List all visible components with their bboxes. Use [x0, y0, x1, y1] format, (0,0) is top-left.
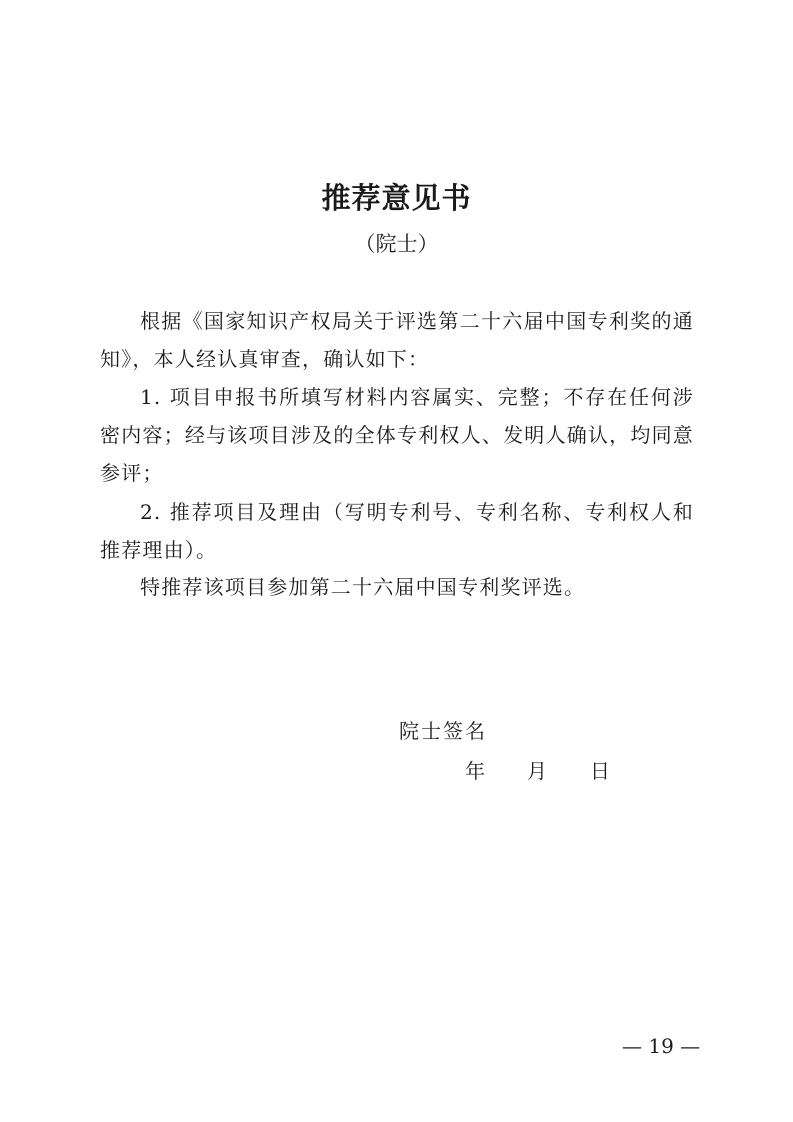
date-day-label: 日	[590, 759, 610, 783]
date-month-label: 月	[527, 759, 547, 783]
paragraph-confirmation-item-1: 1. 项目申报书所填写材料内容属实、完整；不存在任何涉密内容；经与该项目涉及的全体专利权人、发明人确认，均同意参评；	[100, 385, 694, 485]
signature-label: 院士签名	[399, 719, 487, 743]
paragraph-notice-reference: 根据《国家知识产权局关于评选第二十六届中国专利奖的通知》，本人经认真审查，确认如下：	[100, 309, 694, 371]
date-year-label: 年	[465, 759, 485, 783]
document-subtitle: （院士）	[354, 232, 439, 256]
paragraph-confirmation-item-2: 2. 推荐项目及理由（写明专利号、专利名称、专利权人和推荐理由）。	[100, 500, 694, 562]
paragraph-recommendation: 特推荐该项目参加第二十六届中国专利奖评选。	[140, 575, 586, 599]
document-title: 推荐意见书	[321, 181, 472, 215]
date-line	[465, 756, 610, 786]
page-number: — 19 —	[622, 1034, 701, 1058]
